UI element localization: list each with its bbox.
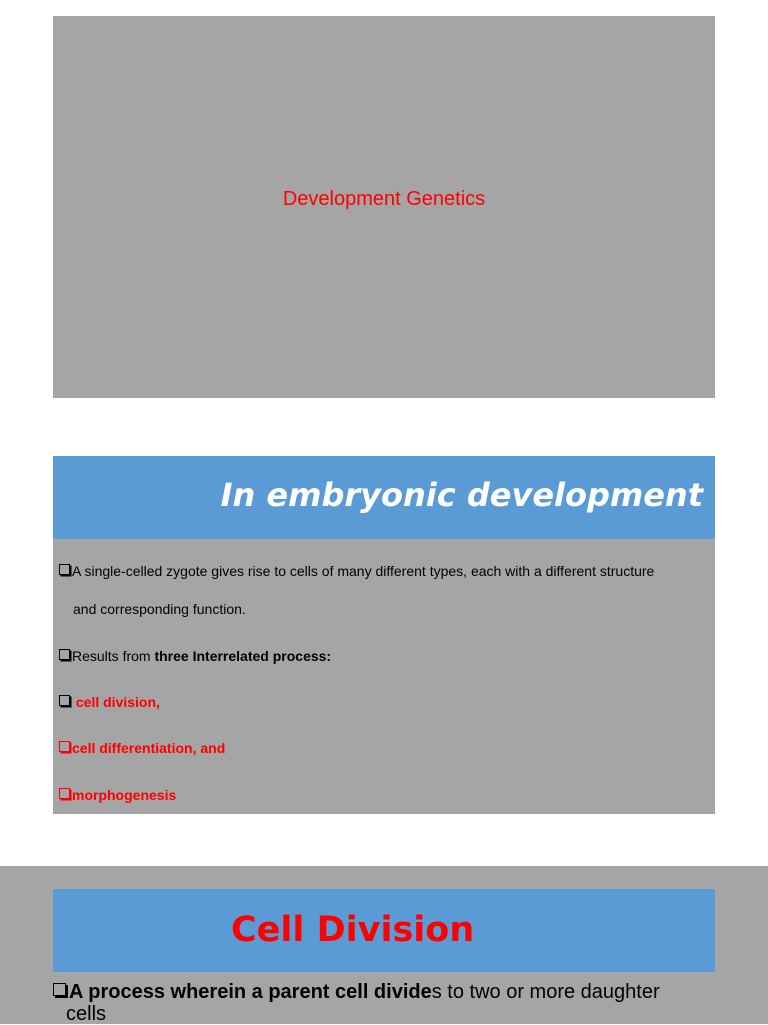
checkbox-bullet-icon xyxy=(59,788,70,799)
bullet-text-bold: three Interrelated process: xyxy=(154,648,332,664)
bullet-morphogenesis xyxy=(59,787,176,803)
checkbox-bullet-icon xyxy=(59,564,70,575)
bullet-continuation: cells xyxy=(66,1003,107,1025)
bullet-zygote xyxy=(59,563,654,579)
bullet-cell-division xyxy=(59,694,160,710)
slide-title: Development Genetics xyxy=(282,187,486,210)
bullet-text: A single-celled zygote gives rise to cells of many different types, each with a different structure xyxy=(72,563,655,579)
bullet-cell-division-definition xyxy=(53,981,693,1003)
slide-header xyxy=(53,456,715,539)
checkbox-bullet-icon xyxy=(59,649,70,660)
bullet-text: s to two or more daughter xyxy=(431,981,660,1003)
slide-heading: Cell Division xyxy=(231,910,475,950)
slide-header xyxy=(53,889,715,972)
bullet-text: Results from xyxy=(72,648,155,664)
slide-heading: In embryonic development xyxy=(220,476,703,514)
slide-cell-division xyxy=(0,866,768,1024)
slide-embryonic-development xyxy=(53,456,715,814)
checkbox-bullet-icon xyxy=(53,983,66,996)
bullet-text: cell differentiation, and xyxy=(72,740,226,756)
bullet-text: and corresponding function. xyxy=(73,601,246,617)
bullet-cell-differentiation xyxy=(59,740,225,756)
bullet-text: morphogenesis xyxy=(72,787,177,803)
checkbox-bullet-icon xyxy=(59,695,70,706)
bullet-results xyxy=(59,648,331,664)
slide-development-genetics xyxy=(53,16,715,398)
bullet-zygote-continuation xyxy=(73,601,246,617)
bullet-text-bold: A process wherein a parent cell divide xyxy=(69,981,432,1003)
slide-body xyxy=(53,981,693,1025)
checkbox-bullet-icon xyxy=(59,741,70,752)
bullet-text: cell division, xyxy=(72,694,160,710)
